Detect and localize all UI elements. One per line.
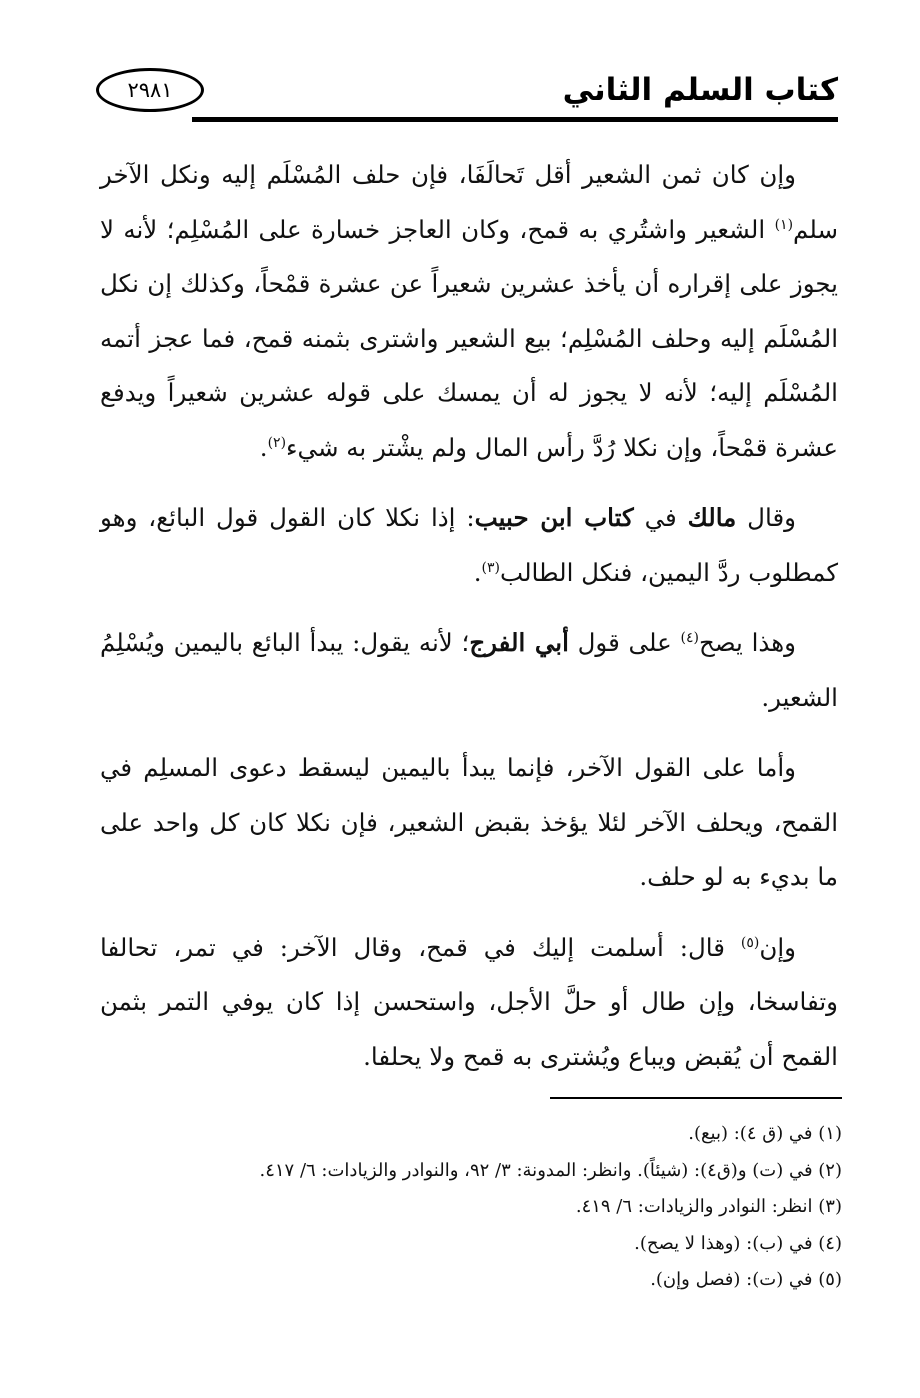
footnote-1: (١) في (ق ٤): (بيع). — [688, 1123, 842, 1144]
footnote-ref-3: (٣) — [481, 559, 501, 576]
paragraph-1-text-c: . — [259, 432, 268, 462]
paragraph-4: وأما على القول الآخر، فإنما يبدأ باليمين ليسقط دعوى المسلِم في القمح، ويحلف الآخر لئلا يؤخذ بقبض الشعير، فإن نكلا كان كل واحد على ما بديء به لو حلف. — [100, 753, 838, 891]
paragraph-2-text-d: . — [473, 557, 482, 587]
paragraph-5-text-b: قال: أسلمت إليك في قمح، وقال الآخر: في تمر، تحالفا وتفاسخا، وإن طال أو حلَّ الأجل، واستحسن إذا كان يوفي التمر بثمن القمح أن يُقبض ويباع ويُشترى به قمح ولا يحلفا. — [100, 932, 838, 1071]
footnote-ref-5: (٥) — [740, 934, 760, 951]
paragraph-3-text-b: على قول — [568, 628, 681, 657]
footnote-5: (٥) في (ت): (فصل وإن). — [650, 1269, 842, 1290]
paragraph-1-text-a: وإن كان ثمن الشعير أقل تَحالَفَا، فإن حلف المُسْلَم إليه ونكل الآخر سلم — [100, 160, 838, 244]
paragraph-1-text-b: الشعير واشتُري به قمح، وكان العاجز خسارة على المُسْلِم؛ لأنه لا يجوز على إقراره أن يأخذ عشرين شعيراً عن عشرة قمْحاً، وكذلك إن نكل المُسْلَم إليه وحلف المُسْلِم؛ بيع الشعير واشترى بثمنه قمح، فما عجز أتمه المُسْلَم إليه؛ لأنه لا يجوز له أن يمسك على قوله عشرين شعيراً ويدفع عشرة قمْحاً، وإن نكلا رُدَّ رأس المال ولم يشْتر به شيء — [100, 214, 838, 462]
footnote-3: (٣) انظر: النوادر والزيادات: ٦/ ٤١٩. — [575, 1196, 842, 1217]
footnote-separator — [550, 1097, 842, 1099]
paragraph-3 — [100, 616, 838, 725]
footnote-ref-2: (٢) — [267, 434, 287, 451]
paragraph-2 — [100, 491, 838, 600]
paragraph-2-text-b: في — [633, 503, 688, 532]
header-rule — [192, 117, 838, 122]
main-text — [100, 148, 838, 1100]
running-title: كتاب السلم الثاني — [562, 72, 838, 108]
paragraph-2-text-a: وقال — [736, 503, 796, 532]
footnote-ref-4: (٤) — [680, 629, 699, 646]
footnotes — [100, 1116, 842, 1299]
footnote-2: (٢) في (ت) و(ق٤): (شيئاً). وانظر: المدونة: ٣/ ٩٢، والنوادر والزيادات: ٦/ ٤١٧. — [259, 1159, 842, 1181]
paragraph-1 — [100, 148, 838, 475]
page-number: ٢٩٨١ — [127, 78, 173, 102]
footnote-ref-1: (١) — [774, 216, 794, 233]
page-number-badge — [96, 68, 204, 112]
paragraph-2-text-c: : إذا نكلا كان القول قول البائع، وهو كمطلوب ردَّ اليمين، فنكل الطالب — [100, 503, 838, 587]
paragraph-5 — [100, 921, 838, 1085]
paragraph-2-name-malik: مالك — [687, 503, 737, 532]
footnote-4: (٤) في (ب): (وهذا لا يصح). — [634, 1232, 842, 1254]
page-header — [96, 60, 838, 124]
paragraph-3-name-abu-alfaraj: أبي الفرج — [469, 628, 569, 657]
paragraph-2-book-title: كتاب ابن حبيب — [474, 503, 634, 532]
paragraph-3-text-c: ؛ لأنه يقول: يبدأ البائع باليمين ويُسْلِمُ الشعير. — [100, 628, 838, 712]
paragraph-3-text-a: وهذا يصح — [698, 628, 796, 657]
paragraph-5-text-a: وإن — [759, 932, 796, 962]
